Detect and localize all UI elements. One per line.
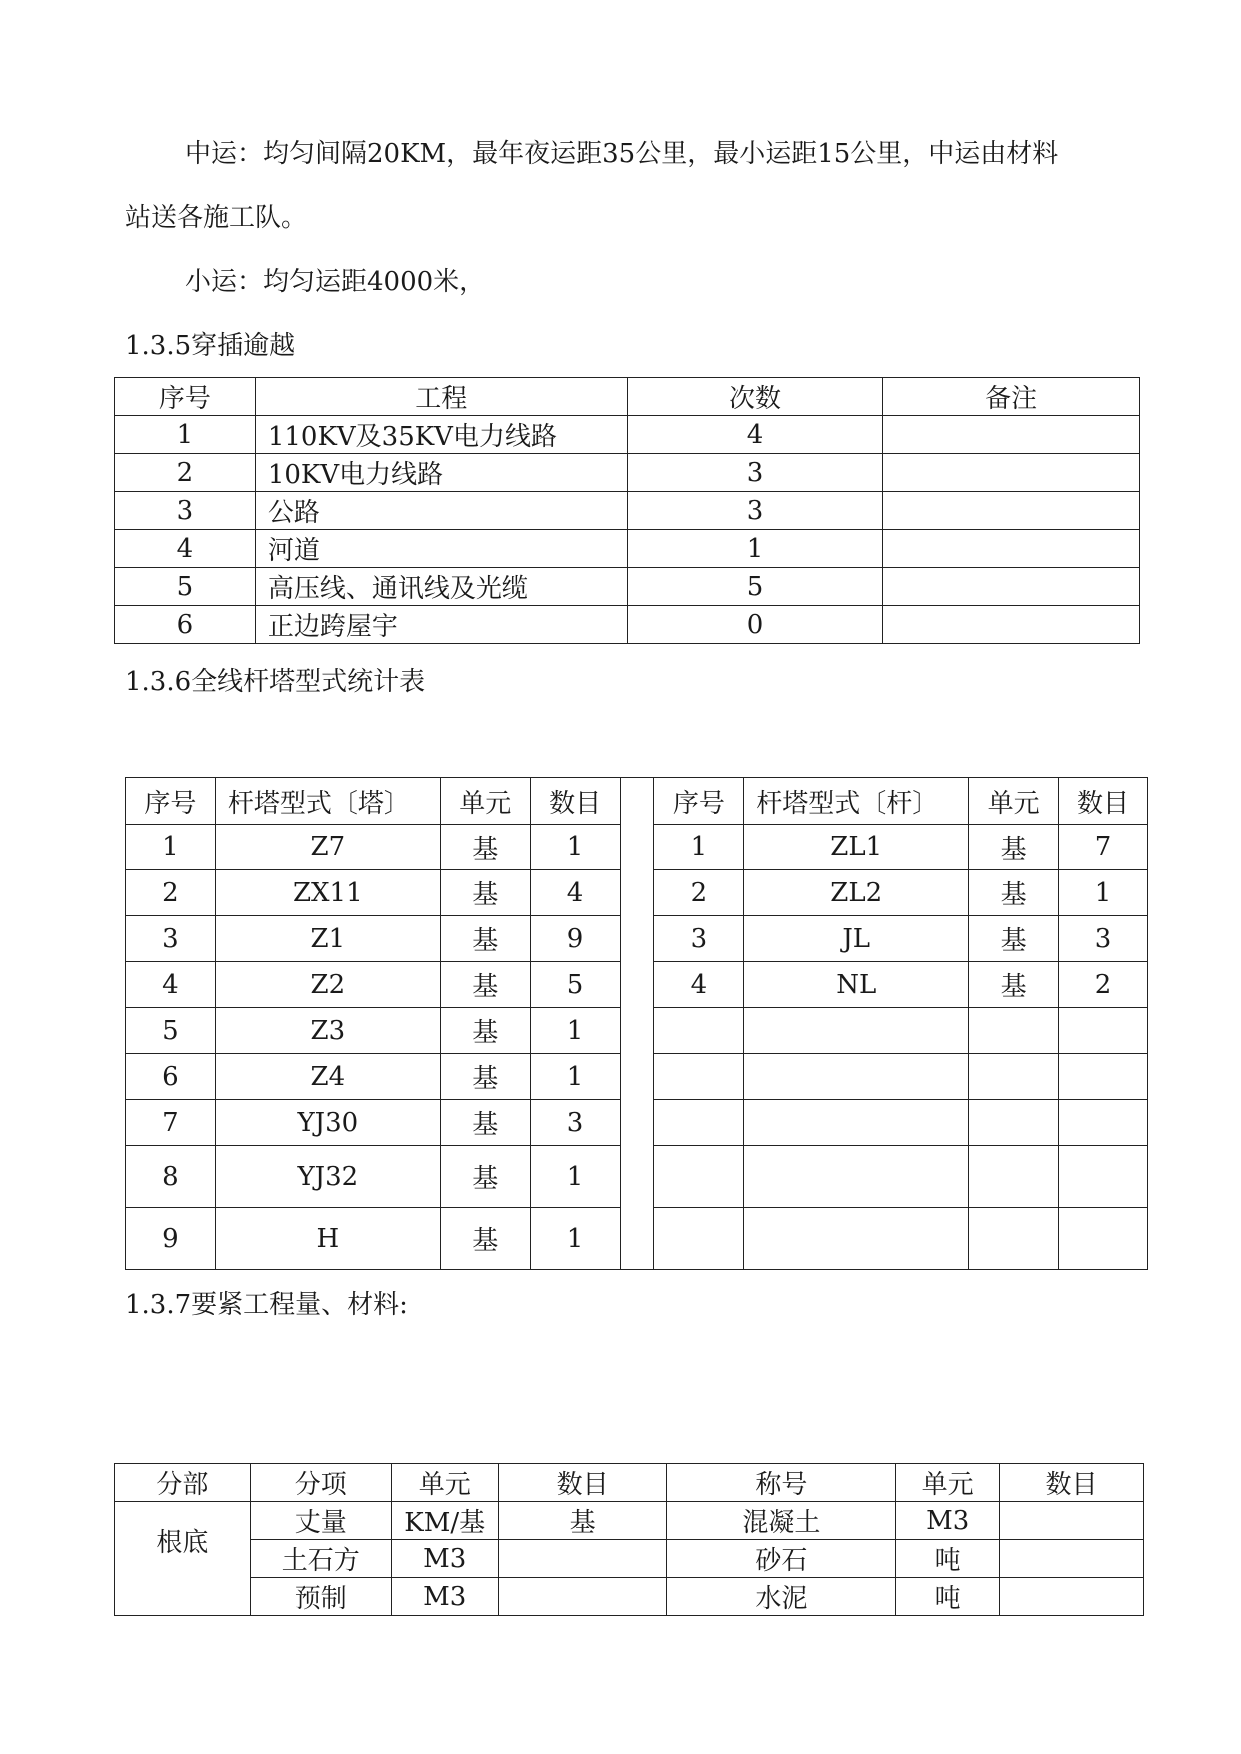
table-row [115, 606, 1140, 644]
header-cell: 备注 [883, 378, 1140, 416]
table-cell: 5 [115, 568, 256, 606]
table-cell: 110KV及35KV电力线路 [255, 416, 627, 454]
table-cell: 吨 [896, 1540, 1000, 1578]
tower-table-header [126, 778, 1148, 825]
paragraph-medium-transport-line2: 站送各施工队。 [125, 203, 308, 233]
table-cell: 基 [440, 1008, 530, 1054]
table-cell: 0 [627, 606, 883, 644]
table-cell: YJ30 [215, 1100, 440, 1146]
paragraph-small-transport: 小运：均匀运距4000米， [185, 267, 486, 297]
header-cell: 数目 [530, 778, 620, 825]
table-cell: 2 [115, 454, 256, 492]
empty-cell [744, 1146, 969, 1208]
group-cell: 根底 [115, 1502, 251, 1616]
table-cell: 基 [440, 1208, 530, 1270]
section-heading-1-3-5: 1.3.5穿插逾越 [125, 331, 296, 361]
empty-cell [969, 1054, 1059, 1100]
table-cell [883, 568, 1140, 606]
header-cell: 序号 [654, 778, 744, 825]
table-cell: 2 [126, 870, 216, 916]
table-cell [1000, 1540, 1144, 1578]
table-cell: 3 [627, 492, 883, 530]
table-cell: 1 [530, 1054, 620, 1100]
table-row [115, 454, 1140, 492]
empty-cell [744, 1008, 969, 1054]
table-cell [883, 416, 1140, 454]
table-cell: 预制 [250, 1578, 391, 1616]
empty-cell [654, 1008, 744, 1054]
table-cell: ZL1 [744, 825, 969, 870]
table-cell: 1 [530, 1208, 620, 1270]
table-cell: 3 [115, 492, 256, 530]
table-cell: 6 [126, 1054, 216, 1100]
table-cell: 1 [126, 825, 216, 870]
empty-cell [654, 1208, 744, 1270]
empty-cell [744, 1100, 969, 1146]
table-cell: 基 [440, 916, 530, 962]
header-cell: 单元 [391, 1464, 498, 1502]
table-cell: Z7 [215, 825, 440, 870]
table-cell: ZL2 [744, 870, 969, 916]
material-table-header [115, 1464, 1144, 1502]
table-cell: 5 [627, 568, 883, 606]
table-cell: 7 [126, 1100, 216, 1146]
table-cell: 基 [969, 825, 1059, 870]
table-cell: 4 [627, 416, 883, 454]
table-row [115, 492, 1140, 530]
header-cell: 分项 [250, 1464, 391, 1502]
table-cell: 5 [126, 1008, 216, 1054]
tower-type-table [125, 777, 1148, 1270]
table-cell: M3 [896, 1502, 1000, 1540]
table-cell: 1 [530, 1008, 620, 1054]
table-cell: 2 [1059, 962, 1148, 1008]
table-cell: 3 [530, 1100, 620, 1146]
table-cell: 2 [654, 870, 744, 916]
table-cell: 基 [440, 1146, 530, 1208]
empty-cell [1059, 1008, 1148, 1054]
table-cell: 土石方 [250, 1540, 391, 1578]
table-cell: 公路 [255, 492, 627, 530]
table-cell [883, 530, 1140, 568]
table-cell: 10KV电力线路 [255, 454, 627, 492]
empty-cell [969, 1146, 1059, 1208]
table-cell: ZX11 [215, 870, 440, 916]
empty-cell [654, 1054, 744, 1100]
table-cell: 4 [530, 870, 620, 916]
header-cell: 序号 [115, 378, 256, 416]
table-cell: 1 [530, 1146, 620, 1208]
header-cell: 次数 [627, 378, 883, 416]
empty-cell [744, 1208, 969, 1270]
paragraph-medium-transport-line1: 中运：均匀间隔20KM，最年夜运距35公里，最小运距15公里，中运由材料 [185, 139, 1059, 169]
table-cell: 基 [440, 1054, 530, 1100]
table-cell: 基 [969, 870, 1059, 916]
table-cell [498, 1578, 667, 1616]
table-cell [498, 1540, 667, 1578]
empty-cell [744, 1054, 969, 1100]
empty-cell [654, 1146, 744, 1208]
table-cell [883, 606, 1140, 644]
header-cell: 单元 [440, 778, 530, 825]
header-cell: 数目 [1059, 778, 1148, 825]
table-cell: Z3 [215, 1008, 440, 1054]
table-row [115, 568, 1140, 606]
table-cell: 3 [654, 916, 744, 962]
table-cell: 1 [1059, 870, 1148, 916]
header-cell: 数目 [498, 1464, 667, 1502]
header-cell: 单元 [896, 1464, 1000, 1502]
table-cell: H [215, 1208, 440, 1270]
table-row [115, 1578, 1144, 1616]
table-cell: 正边跨屋宇 [255, 606, 627, 644]
table-cell: 基 [440, 870, 530, 916]
table-cell: 河道 [255, 530, 627, 568]
table-cell: Z2 [215, 962, 440, 1008]
table-cell: 砂石 [667, 1540, 896, 1578]
table-cell: 3 [126, 916, 216, 962]
header-cell: 单元 [969, 778, 1059, 825]
empty-cell [1059, 1208, 1148, 1270]
table-cell: 4 [115, 530, 256, 568]
table-cell: 8 [126, 1146, 216, 1208]
table-cell: KM/基 [391, 1502, 498, 1540]
header-cell: 数目 [1000, 1464, 1144, 1502]
table-cell: 9 [530, 916, 620, 962]
header-cell: 分部 [115, 1464, 251, 1502]
table-cell [883, 492, 1140, 530]
table-cell: 基 [440, 1100, 530, 1146]
spacer-column [620, 778, 654, 1270]
section-heading-1-3-6: 1.3.6全线杆塔型式统计表 [125, 667, 426, 697]
table-cell: 高压线、通讯线及光缆 [255, 568, 627, 606]
table-cell [1000, 1578, 1144, 1616]
table-cell: 4 [126, 962, 216, 1008]
table-cell: M3 [391, 1540, 498, 1578]
table-cell [1000, 1502, 1144, 1540]
header-cell: 工程 [255, 378, 627, 416]
table-cell: 丈量 [250, 1502, 391, 1540]
table-cell: 基 [498, 1502, 667, 1540]
table-cell: 4 [654, 962, 744, 1008]
table-row [115, 1502, 1144, 1540]
table-row [115, 1540, 1144, 1578]
table-cell: 5 [530, 962, 620, 1008]
table-cell: 水泥 [667, 1578, 896, 1616]
header-cell: 序号 [126, 778, 216, 825]
table-cell: 9 [126, 1208, 216, 1270]
table-cell: 混凝土 [667, 1502, 896, 1540]
empty-cell [969, 1008, 1059, 1054]
table-cell: 1 [654, 825, 744, 870]
table-cell: 1 [627, 530, 883, 568]
table-cell: Z4 [215, 1054, 440, 1100]
table-row [115, 416, 1140, 454]
table-cell: 基 [969, 916, 1059, 962]
table-cell: 1 [115, 416, 256, 454]
table-cell: NL [744, 962, 969, 1008]
table-cell: Z1 [215, 916, 440, 962]
empty-cell [969, 1100, 1059, 1146]
table-row [115, 530, 1140, 568]
empty-cell [969, 1208, 1059, 1270]
table-cell: 1 [530, 825, 620, 870]
header-cell: 称号 [667, 1464, 896, 1502]
table-cell: 基 [440, 962, 530, 1008]
empty-cell [1059, 1100, 1148, 1146]
table-cell: 3 [627, 454, 883, 492]
table-cell: YJ32 [215, 1146, 440, 1208]
table-cell: 3 [1059, 916, 1148, 962]
header-cell: 杆塔型式〔杆〕 [744, 778, 969, 825]
table-cell: 基 [969, 962, 1059, 1008]
table-cell: 7 [1059, 825, 1148, 870]
table-cell [883, 454, 1140, 492]
material-table [114, 1463, 1144, 1616]
table-cell: M3 [391, 1578, 498, 1616]
header-cell: 杆塔型式〔塔〕 [215, 778, 440, 825]
crossing-table [114, 377, 1140, 644]
empty-cell [1059, 1146, 1148, 1208]
table-cell: 6 [115, 606, 256, 644]
table-cell: 吨 [896, 1578, 1000, 1616]
empty-cell [654, 1100, 744, 1146]
table-cell: 基 [440, 825, 530, 870]
crossing-table-header [115, 378, 1140, 416]
section-heading-1-3-7: 1.3.7要紧工程量、材料: [125, 1290, 408, 1320]
empty-cell [1059, 1054, 1148, 1100]
table-cell: JL [744, 916, 969, 962]
